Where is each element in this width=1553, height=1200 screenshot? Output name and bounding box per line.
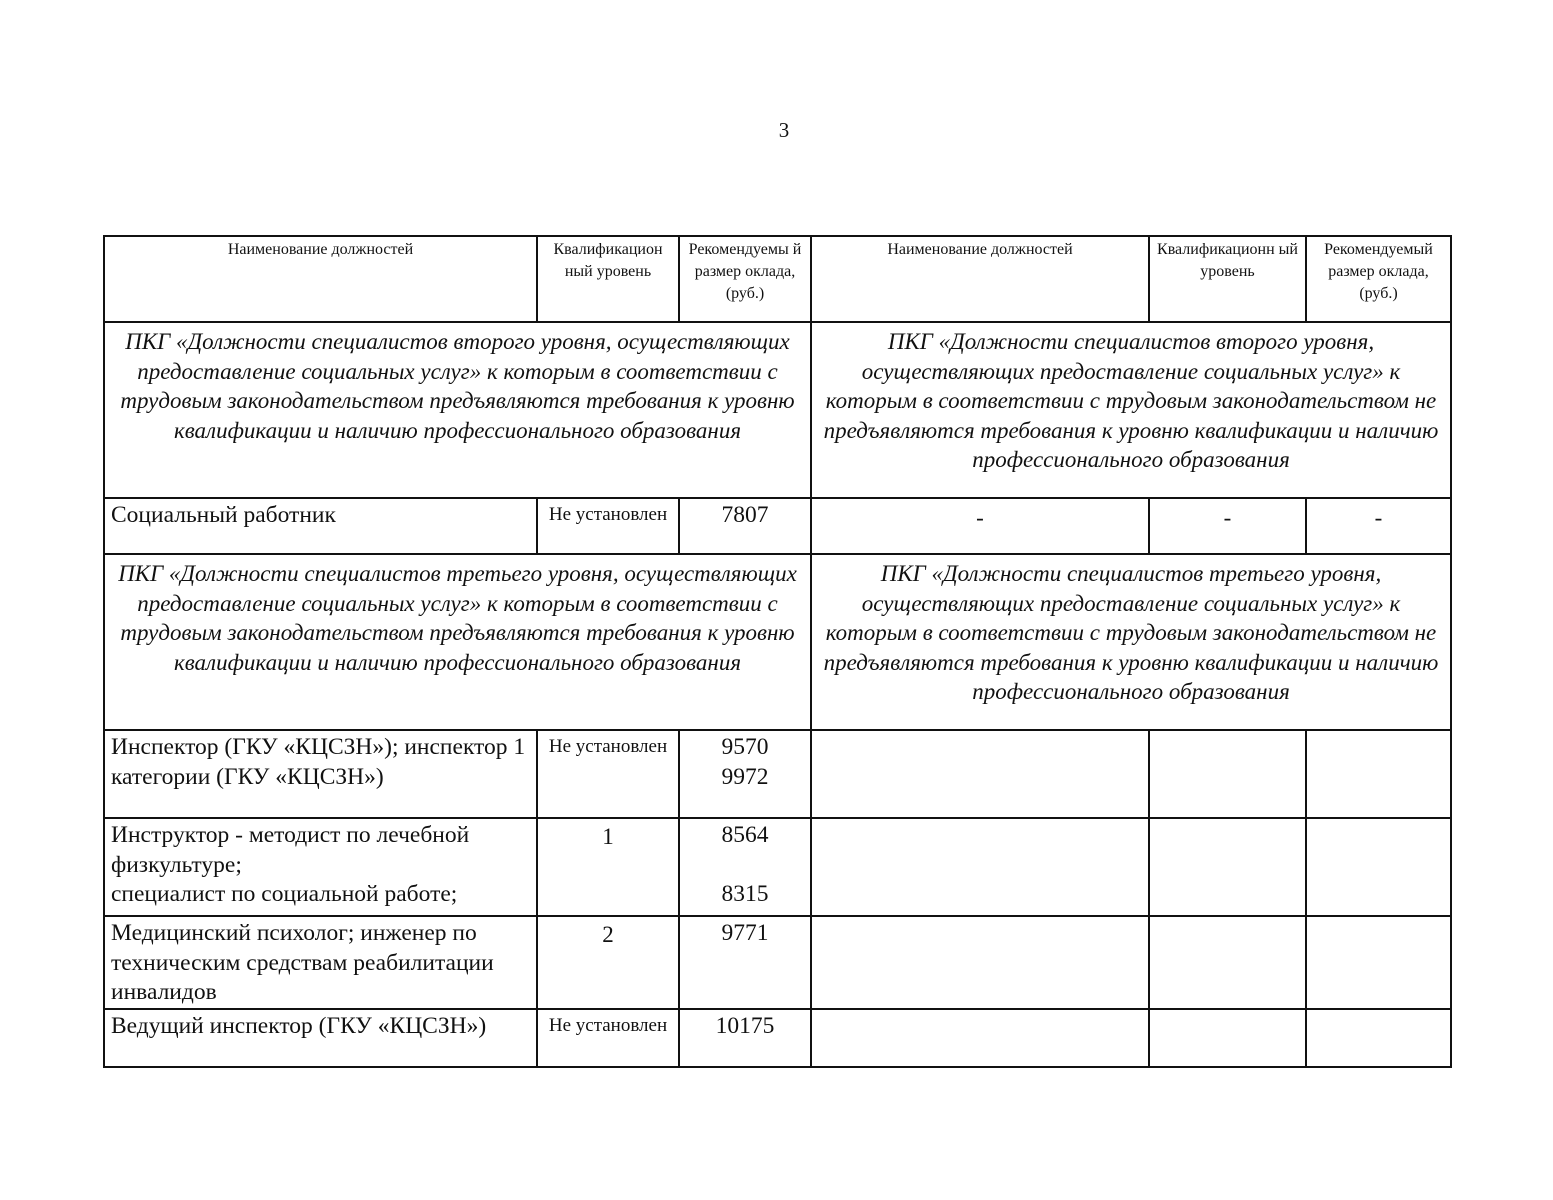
- position-name: Инструктор - методист по лечебной физкультуре;: [111, 822, 470, 878]
- header-left-salary: Рекомендуемы й размер оклада, (руб.): [679, 236, 811, 322]
- group-row: [104, 554, 1451, 730]
- position-name: специалист по социальной работе;: [111, 881, 458, 907]
- empty-cell: [811, 1009, 1149, 1067]
- empty-cell: [1306, 730, 1451, 818]
- empty-cell: [1306, 916, 1451, 1009]
- header-left-level: Квалификацион ный уровень: [537, 236, 679, 322]
- empty-cell: [1149, 730, 1306, 818]
- salary-value: 10175: [679, 1009, 811, 1067]
- page-number: 3: [778, 118, 790, 142]
- position-name: Ведущий инспектор (ГКУ «КЦСЗН»): [104, 1009, 537, 1067]
- header-right-level: Квалификационн ый уровень: [1149, 236, 1306, 322]
- qualification-level: 1: [537, 818, 679, 916]
- table-row: [104, 818, 1451, 916]
- empty-cell: [1149, 818, 1306, 916]
- salary-value: 9771: [679, 916, 811, 1009]
- position-name-cell: [104, 818, 537, 916]
- group-heading-left: ПКГ «Должности специалистов третьего уровня, осуществляющих предоставление социальных услуг» к которым в соответствии с трудовым законодательством предъявляются требования к уровню квалификации и наличию профессионального образования: [104, 554, 811, 730]
- group-row: [104, 322, 1451, 498]
- header-right-name: Наименование должностей: [811, 236, 1149, 322]
- salary-cell: [679, 818, 811, 916]
- position-name: Социальный работник: [104, 498, 537, 554]
- empty-cell: [1306, 818, 1451, 916]
- salary-value: 7807: [679, 498, 811, 554]
- group-heading-left: ПКГ «Должности специалистов второго уровня, осуществляющих предоставление социальных услуг» к которым в соответствии с трудовым законодательством предъявляются требования к уровню квалификации и наличию профессионального образования: [104, 322, 811, 498]
- empty-cell: [811, 916, 1149, 1009]
- right-position-name: -: [811, 498, 1149, 554]
- header-left-name: Наименование должностей: [104, 236, 537, 322]
- qualification-level: Не установлен: [537, 498, 679, 554]
- qualification-level: Не установлен: [537, 730, 679, 818]
- table-row: [104, 730, 1451, 818]
- table-header-row: [104, 236, 1451, 322]
- header-right-salary: Рекомендуемый размер оклада, (руб.): [1306, 236, 1451, 322]
- table-row: [104, 916, 1451, 1009]
- salary-cell: [679, 730, 811, 818]
- empty-cell: [811, 730, 1149, 818]
- qualification-level: 2: [537, 916, 679, 1009]
- qualification-level: Не установлен: [537, 1009, 679, 1067]
- position-name: Медицинский психолог; инженер по техническим средствам реабилитации инвалидов: [104, 916, 537, 1009]
- table-row: [104, 1009, 1451, 1067]
- salary-value: 9570: [721, 734, 769, 760]
- salary-value: 9972: [721, 763, 769, 790]
- right-salary-value: -: [1306, 498, 1451, 554]
- empty-cell: [1149, 916, 1306, 1009]
- salary-table: [103, 235, 1452, 1068]
- salary-value: 8315: [721, 881, 769, 907]
- group-heading-right: ПКГ «Должности специалистов третьего уровня, осуществляющих предоставление социальных услуг» к которым в соответствии с трудовым законодательством не предъявляются требования к уровню квалификации и наличию профессионального образования: [811, 554, 1451, 730]
- group-heading-right: ПКГ «Должности специалистов второго уровня, осуществляющих предоставление социальных услуг» к которым в соответствии с трудовым законодательством не предъявляются требования к уровню квалификации и наличию профессионального образования: [811, 322, 1451, 498]
- empty-cell: [1306, 1009, 1451, 1067]
- right-qualification-level: -: [1149, 498, 1306, 554]
- table-row: [104, 498, 1451, 554]
- empty-cell: [1149, 1009, 1306, 1067]
- empty-cell: [811, 818, 1149, 916]
- position-name: Инспектор (ГКУ «КЦСЗН»); инспектор 1 категории (ГКУ «КЦСЗН»): [104, 730, 537, 818]
- salary-value: 8564: [721, 822, 769, 848]
